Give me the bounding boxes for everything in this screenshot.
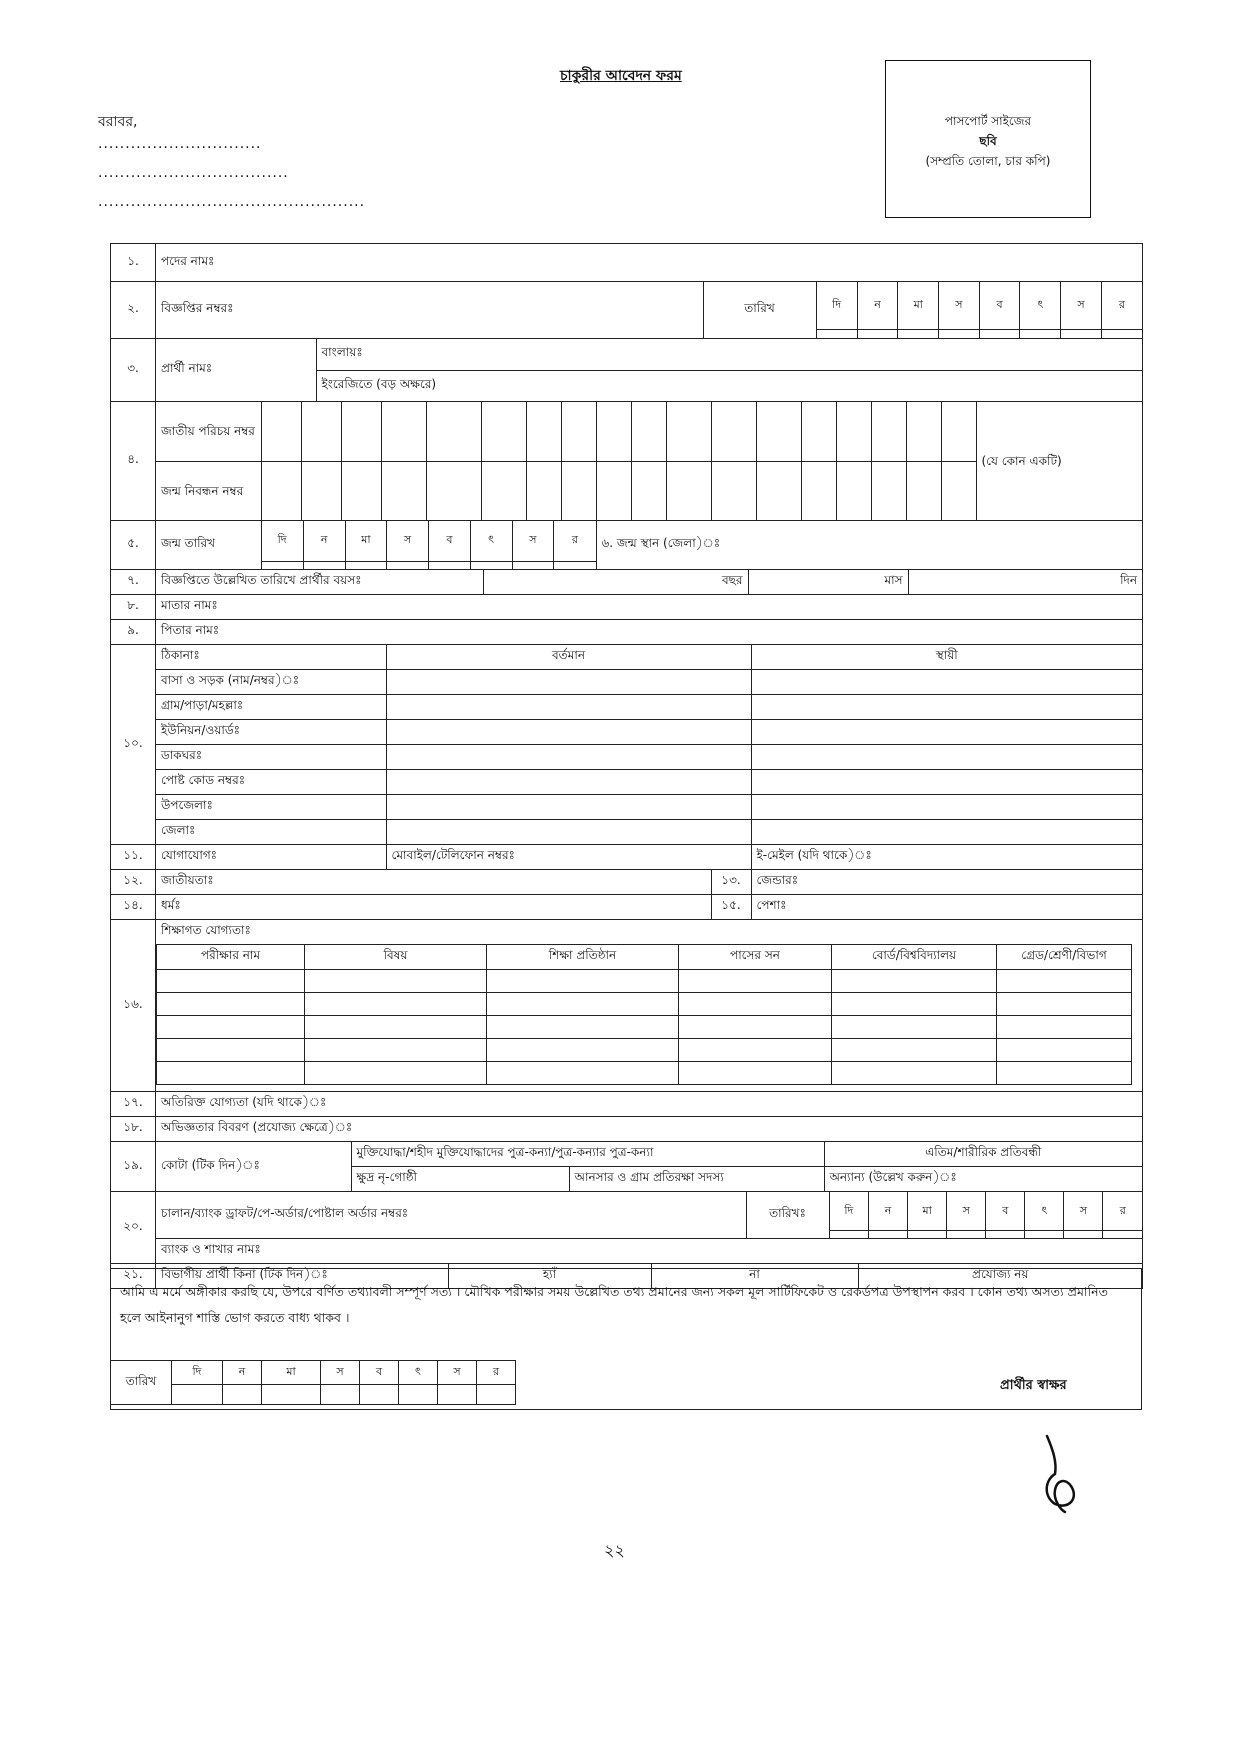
date-letter: ব <box>429 521 471 561</box>
date-letter: ৎ <box>1025 1192 1064 1231</box>
dob-cell[interactable] <box>262 561 304 569</box>
challan-date-cell[interactable] <box>908 1231 947 1238</box>
row-num: ৮. <box>111 595 156 620</box>
permanent-address-header: স্থায়ী <box>751 645 1142 670</box>
present-field[interactable] <box>386 720 751 745</box>
education-cell[interactable] <box>157 993 305 1016</box>
education-cell[interactable] <box>487 970 679 993</box>
nid-digit[interactable] <box>906 402 941 461</box>
age-label: বিজ্ঞপ্তিতে উল্লেখিত তারিখে প্রার্থীর বয়সঃ <box>156 570 483 594</box>
circular-date-label: তারিখ <box>703 282 816 338</box>
education-cell[interactable] <box>305 1039 487 1062</box>
brn-digit[interactable] <box>631 461 666 520</box>
date-letter: ন <box>869 1192 908 1231</box>
address-field-label: পোষ্ট কোড নম্বরঃ <box>156 770 386 795</box>
occupation-field[interactable]: পেশাঃ <box>751 895 1142 919</box>
address-field-label: উপজেলাঃ <box>156 795 386 820</box>
brn-digit[interactable] <box>596 461 631 520</box>
challan-date-cell[interactable] <box>1064 1231 1103 1238</box>
father-name-field[interactable]: পিতার নামঃ <box>156 620 1143 645</box>
quota-freedom-fighter[interactable]: মুক্তিযোদ্ধা/শহীদ মুক্তিযোদ্ধাদের পুত্র-কন্যা/পুত্র-কন্যার পুত্র-কন্যা <box>351 1142 824 1167</box>
brn-digit[interactable] <box>261 461 301 520</box>
bank-branch-field[interactable]: ব্যাংক ও শাখার নামঃ <box>156 1239 1142 1264</box>
brn-digit[interactable] <box>941 461 976 520</box>
addressee-label: বরাবর, <box>98 114 138 130</box>
date-letter: স <box>387 521 429 561</box>
date-letter: র <box>1101 282 1142 329</box>
present-address-header: বর্তমান <box>386 645 751 670</box>
permanent-field[interactable] <box>751 770 1142 795</box>
dob-cell[interactable] <box>470 561 512 569</box>
nid-digit[interactable] <box>596 402 631 461</box>
date-letter: দি <box>830 1192 869 1231</box>
nid-digit[interactable] <box>381 402 426 461</box>
age-years-field[interactable]: বছর <box>483 570 748 594</box>
education-cell[interactable] <box>305 993 487 1016</box>
dob-cell[interactable] <box>303 561 345 569</box>
photo-label-2: ছবি <box>979 134 997 148</box>
education-cell[interactable] <box>305 1016 487 1039</box>
brn-digit[interactable] <box>561 461 596 520</box>
mobile-field[interactable]: মোবাইল/টেলিফোন নম্বরঃ <box>386 845 751 869</box>
brn-digit[interactable] <box>756 461 801 520</box>
date-letter: ন <box>857 282 898 329</box>
permanent-field[interactable] <box>751 795 1142 820</box>
education-header: বোর্ড/বিশ্ববিদ্যালয় <box>832 945 997 970</box>
date-cell[interactable] <box>898 329 939 338</box>
education-label: শিক্ষাগত যোগ্যতাঃ <box>156 920 1142 944</box>
date-letter: স <box>1064 1192 1103 1231</box>
row-num: ১৯. <box>111 1142 156 1192</box>
departmental-no[interactable]: না <box>651 1264 858 1288</box>
education-cell[interactable] <box>487 1062 679 1085</box>
bottom-date-label: তারিখ <box>111 1361 172 1405</box>
quota-other[interactable]: অন্যান্য (উল্লেখ করুন)ঃ <box>824 1167 1142 1192</box>
photo-label-3: (সম্প্রতি তোলা, চার কপি) <box>925 154 1051 168</box>
brn-digit[interactable] <box>301 461 341 520</box>
present-field[interactable] <box>386 795 751 820</box>
circular-number-field[interactable]: বিজ্ঞপ্তির নম্বরঃ <box>156 282 703 338</box>
education-cell[interactable] <box>832 970 997 993</box>
education-cell[interactable] <box>832 1062 997 1085</box>
date-cell[interactable] <box>979 329 1020 338</box>
nid-digit[interactable] <box>481 402 526 461</box>
permanent-field[interactable] <box>751 720 1142 745</box>
education-header: পরীক্ষার নাম <box>157 945 305 970</box>
permanent-field[interactable] <box>751 695 1142 720</box>
education-cell[interactable] <box>487 1016 679 1039</box>
date-letter: ৎ <box>1020 282 1061 329</box>
mother-name-field[interactable]: মাতার নামঃ <box>156 595 1143 620</box>
row-num: ২০. <box>111 1192 156 1264</box>
sign-date-cell[interactable] <box>399 1385 438 1405</box>
departmental-label: বিভাগীয় প্রার্থী কিনা (টিক দিন)ঃ <box>156 1264 448 1288</box>
address-field-label: জেলাঃ <box>156 820 386 845</box>
date-letter: মা <box>908 1192 947 1231</box>
date-cell[interactable] <box>1061 329 1102 338</box>
quota-label: কোটা (টিক দিন)ঃ <box>156 1142 351 1191</box>
row-num: ২১. <box>111 1264 156 1289</box>
quota-orphan-disabled[interactable]: এতিম/শারীরিক প্রতিবন্ধী <box>824 1142 1142 1167</box>
date-letter: মা <box>345 521 387 561</box>
education-cell[interactable] <box>305 1062 487 1085</box>
row-num: ১৬. <box>111 920 156 1092</box>
photo-label-1: পাসপোর্ট সাইজের <box>944 114 1032 128</box>
row-num: ১৫. <box>711 895 751 919</box>
row-num: ১৩. <box>711 870 751 894</box>
nid-digit[interactable] <box>756 402 801 461</box>
nid-digit[interactable] <box>666 402 711 461</box>
education-cell[interactable] <box>997 993 1132 1016</box>
brn-label: জন্ম নিবন্ধন নম্বর <box>156 461 261 520</box>
nid-digit[interactable] <box>561 402 596 461</box>
quota-ethnic[interactable]: ক্ষুদ্র নৃ-গোষ্ঠী <box>351 1167 569 1192</box>
date-letter: স <box>321 1361 360 1385</box>
challan-number-field[interactable]: চালান/ব্যাংক ড্রাফট/পে-অর্ডার/পোষ্টাল অর্ডার নম্বরঃ <box>156 1192 746 1239</box>
date-letter: স <box>947 1192 986 1231</box>
date-cell[interactable] <box>1020 329 1061 338</box>
bottom-date <box>110 1360 516 1405</box>
brn-digit[interactable] <box>801 461 836 520</box>
challan-date-cell[interactable] <box>869 1231 908 1238</box>
date-cell[interactable] <box>857 329 898 338</box>
row-num: ১০. <box>111 645 156 845</box>
dob-cell[interactable] <box>512 561 554 569</box>
present-field[interactable] <box>386 745 751 770</box>
row-num: ৩. <box>111 339 156 402</box>
post-name-field[interactable]: পদের নামঃ <box>156 244 1143 282</box>
brn-digit[interactable] <box>341 461 381 520</box>
quota-ansar[interactable]: আনসার ও গ্রাম প্রতিরক্ষা সদস্য <box>569 1167 824 1192</box>
nid-digit[interactable] <box>526 402 561 461</box>
education-cell[interactable] <box>997 970 1132 993</box>
row-num: ৯. <box>111 620 156 645</box>
brn-digit[interactable] <box>526 461 561 520</box>
address-field-label: গ্রাম/পাড়া/মহল্লাঃ <box>156 695 386 720</box>
education-cell[interactable] <box>679 1016 832 1039</box>
education-cell[interactable] <box>157 1062 305 1085</box>
present-field[interactable] <box>386 770 751 795</box>
education-cell[interactable] <box>487 993 679 1016</box>
permanent-field[interactable] <box>751 820 1142 845</box>
present-field[interactable] <box>386 820 751 845</box>
nid-digit[interactable] <box>871 402 906 461</box>
nid-digit[interactable] <box>631 402 666 461</box>
brn-digit[interactable] <box>906 461 941 520</box>
education-cell[interactable] <box>487 1039 679 1062</box>
nid-digit[interactable] <box>801 402 836 461</box>
row-num: ১১. <box>111 845 156 870</box>
date-letter: র <box>554 521 596 561</box>
departmental-na[interactable]: প্রযোজ্য নয় <box>858 1264 1142 1288</box>
education-cell[interactable] <box>997 1039 1132 1062</box>
dob-cell[interactable] <box>554 561 596 569</box>
challan-date-cell[interactable] <box>986 1231 1025 1238</box>
dob-cell[interactable] <box>345 561 387 569</box>
nid-digit[interactable] <box>836 402 871 461</box>
challan-date-cell[interactable] <box>1103 1231 1142 1238</box>
challan-date-cell[interactable] <box>947 1231 986 1238</box>
education-cell[interactable] <box>832 1016 997 1039</box>
row-num: ১. <box>111 244 156 282</box>
education-cell[interactable] <box>679 993 832 1016</box>
date-letter: স <box>1061 282 1102 329</box>
row-num: ৭. <box>111 570 156 595</box>
date-letter: স <box>939 282 980 329</box>
nid-digit[interactable] <box>711 402 756 461</box>
row-num: ৪. <box>111 402 156 521</box>
row-num: ১২. <box>111 870 156 895</box>
nid-digit[interactable] <box>426 402 481 461</box>
date-cell[interactable] <box>817 329 858 338</box>
form-title: চাকুরীর আবেদন ফরম <box>560 68 682 84</box>
dob-cell[interactable] <box>387 561 429 569</box>
age-days-field[interactable]: দিন <box>908 570 1142 594</box>
photo-box[interactable] <box>885 60 1091 218</box>
date-letter: ব <box>979 282 1020 329</box>
permanent-field[interactable] <box>751 745 1142 770</box>
education-cell[interactable] <box>832 1039 997 1062</box>
email-field[interactable]: ই-মেইল (যদি থাকে)ঃ <box>751 845 1142 869</box>
nationality-field[interactable]: জাতীয়তাঃ <box>156 870 711 894</box>
sign-date-cell[interactable] <box>172 1385 223 1405</box>
education-header: শিক্ষা প্রতিষ্ঠান <box>487 945 679 970</box>
brn-digit[interactable] <box>836 461 871 520</box>
declaration-text: আমি এ মর্মে অঙ্গীকার করছি যে, উপরে বর্ণিত তথ্যাবলী সম্পূর্ণ সত্য । মৌখিক পরীক্ষার সময় উল্লেখিত তথ্য প্রমানের জন্য সকল মূল সার্টিফিকেট ও রেকর্ডপত্র উপস্থাপন করব । কোন তথ্য অসত্য প্রমানিত হলে আইনানুগ শাস্তি ভোগ করতে বাধ্য থাকব । <box>120 1284 1108 1325</box>
religion-field[interactable]: ধর্মঃ <box>156 895 711 919</box>
sign-date-cell[interactable] <box>438 1385 477 1405</box>
date-letter: ব <box>986 1192 1025 1231</box>
education-header: গ্রেড/শ্রেণী/বিভাগ <box>997 945 1132 970</box>
row-num: ১৮. <box>111 1117 156 1142</box>
name-english-field[interactable]: ইংরেজিতে (বড় অক্ষরে) <box>316 370 1142 401</box>
page-number: ২২ <box>604 1541 625 1560</box>
date-letter: দি <box>262 521 304 561</box>
date-letter: দি <box>172 1361 223 1385</box>
date-letter: ন <box>303 521 345 561</box>
sign-date-cell[interactable] <box>262 1385 321 1405</box>
contact-label: যোগাযোগঃ <box>156 845 386 869</box>
row-num: ১৪. <box>111 895 156 920</box>
address-line-2[interactable]: ................................... <box>98 165 289 181</box>
address-field-label: বাসা ও সড়ক (নাম/নম্বর)ঃ <box>156 670 386 695</box>
dob-label: জন্ম তারিখ <box>156 521 261 569</box>
nid-digit[interactable] <box>341 402 381 461</box>
dob-cell[interactable] <box>429 561 471 569</box>
age-months-field[interactable]: মাস <box>748 570 908 594</box>
challan-date-cell[interactable] <box>1025 1231 1064 1238</box>
permanent-field[interactable] <box>751 670 1142 695</box>
date-letter: র <box>1103 1192 1142 1231</box>
id-note: (যে কোন একটি) <box>976 402 1142 520</box>
challan-date-label: তারিখঃ <box>746 1192 829 1239</box>
nid-label: জাতীয় পরিচয় নম্বর <box>156 402 261 461</box>
birthplace-field[interactable]: ৬. জন্ম স্থান (জেলা)ঃ <box>596 521 1142 569</box>
brn-digit[interactable] <box>381 461 426 520</box>
form-table <box>110 243 1143 1289</box>
nid-digit[interactable] <box>261 402 301 461</box>
education-cell[interactable] <box>997 1062 1132 1085</box>
education-cell[interactable] <box>679 1039 832 1062</box>
row-num: ১৭. <box>111 1092 156 1117</box>
brn-digit[interactable] <box>871 461 906 520</box>
address-label: ঠিকানাঃ <box>156 645 386 670</box>
name-bangla-field[interactable]: বাংলায়ঃ <box>316 339 1142 370</box>
handwritten-signature <box>1025 1430 1095 1515</box>
education-header: বিষয় <box>305 945 487 970</box>
address-field-label: ডাকঘরঃ <box>156 745 386 770</box>
challan-date-cell[interactable] <box>830 1231 869 1238</box>
brn-digit[interactable] <box>481 461 526 520</box>
candidate-name-label: প্রার্থী নামঃ <box>156 339 316 401</box>
date-letter: মা <box>262 1361 321 1385</box>
education-cell[interactable] <box>997 1016 1132 1039</box>
education-cell[interactable] <box>679 970 832 993</box>
date-letter: ন <box>223 1361 262 1385</box>
education-cell[interactable] <box>679 1062 832 1085</box>
address-line-1[interactable]: .............................. <box>98 136 262 152</box>
brn-digit[interactable] <box>666 461 711 520</box>
experience-field[interactable]: অভিজ্ঞতার বিবরণ (প্রযোজ্য ক্ষেত্রে)ঃ <box>156 1117 1143 1142</box>
sign-date-cell[interactable] <box>321 1385 360 1405</box>
date-letter: স <box>438 1361 477 1385</box>
brn-digit[interactable] <box>711 461 756 520</box>
sign-date-cell[interactable] <box>477 1385 516 1405</box>
row-num: ২. <box>111 282 156 339</box>
nid-digit[interactable] <box>941 402 976 461</box>
row-num: ৫. <box>111 521 156 570</box>
address-field-label: ইউনিয়ন/ওয়ার্ডঃ <box>156 720 386 745</box>
sign-date-cell[interactable] <box>223 1385 262 1405</box>
present-field[interactable] <box>386 695 751 720</box>
date-letter: ৎ <box>470 521 512 561</box>
education-cell[interactable] <box>157 970 305 993</box>
extra-qualification-field[interactable]: অতিরিক্ত যোগ্যতা (যদি থাকে)ঃ <box>156 1092 1143 1117</box>
departmental-yes[interactable]: হ্যাঁ <box>448 1264 651 1288</box>
sign-date-cell[interactable] <box>360 1385 399 1405</box>
education-cell[interactable] <box>157 1039 305 1062</box>
education-header: পাসের সন <box>679 945 832 970</box>
signature-label: প্রার্থীর স্বাক্ষর <box>1000 1378 1067 1393</box>
date-cell[interactable] <box>1101 329 1142 338</box>
date-letter: ৎ <box>399 1361 438 1385</box>
education-cell[interactable] <box>157 1016 305 1039</box>
brn-digit[interactable] <box>426 461 481 520</box>
date-letter: স <box>512 521 554 561</box>
date-letter: দি <box>817 282 858 329</box>
address-line-3[interactable]: ................................................. <box>98 194 366 210</box>
date-letter: ব <box>360 1361 399 1385</box>
date-letter: র <box>477 1361 516 1385</box>
education-cell[interactable] <box>305 970 487 993</box>
nid-digit[interactable] <box>301 402 341 461</box>
gender-field[interactable]: জেন্ডারঃ <box>751 870 1142 894</box>
present-field[interactable] <box>386 670 751 695</box>
date-letter: মা <box>898 282 939 329</box>
date-cell[interactable] <box>939 329 980 338</box>
education-cell[interactable] <box>832 993 997 1016</box>
